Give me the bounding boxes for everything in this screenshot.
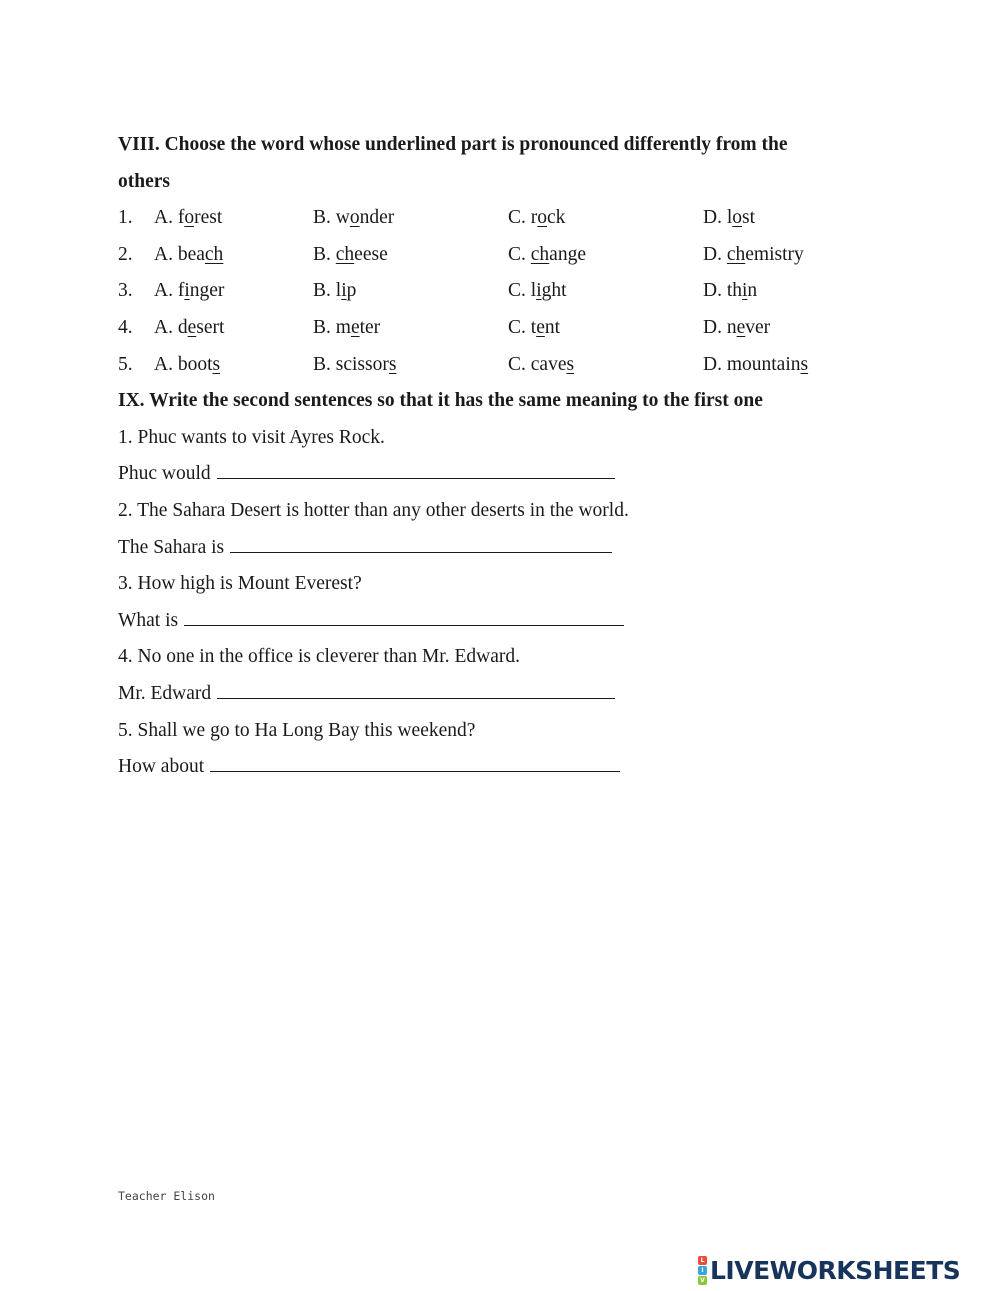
underlined-part: s bbox=[388, 353, 397, 375]
option-c[interactable]: C. tent bbox=[508, 316, 561, 338]
answer-start: Mr. Edward bbox=[118, 682, 212, 704]
option-d[interactable]: D. thin bbox=[703, 280, 758, 302]
underlined-part: ch bbox=[726, 243, 746, 265]
question-row bbox=[118, 237, 878, 274]
section8-title: VIII. Choose the word whose underlined part is pronounced differently from the bbox=[118, 134, 788, 155]
underlined-part: o bbox=[349, 207, 360, 229]
underlined-part: s bbox=[566, 353, 575, 375]
rewrite-answer-line bbox=[118, 530, 878, 567]
rewrite-prompt: 1. Phuc wants to visit Ayres Rock. bbox=[118, 426, 385, 448]
option-c[interactable]: C. change bbox=[508, 243, 586, 265]
underlined-part: s bbox=[212, 353, 221, 375]
rewrite-prompt: 3. How high is Mount Everest? bbox=[118, 573, 362, 595]
liveworksheets-logo-icon bbox=[698, 1256, 707, 1285]
option-c[interactable]: C. caves bbox=[508, 353, 575, 375]
underlined-part: ch bbox=[335, 243, 355, 265]
underlined-part: i bbox=[341, 280, 347, 302]
question-row bbox=[118, 347, 878, 384]
option-a[interactable]: A. beach bbox=[154, 243, 224, 265]
option-b[interactable]: B. cheese bbox=[313, 243, 388, 265]
underlined-part: e bbox=[736, 316, 746, 338]
brand-logo[interactable] bbox=[698, 1254, 960, 1286]
worksheet bbox=[118, 127, 878, 786]
option-b[interactable]: B. lip bbox=[313, 280, 357, 302]
option-a[interactable]: A. finger bbox=[154, 280, 225, 302]
option-b[interactable]: B. scissors bbox=[313, 353, 397, 375]
underlined-part: s bbox=[800, 353, 809, 375]
underlined-part: o bbox=[732, 207, 742, 229]
option-c[interactable]: C. rock bbox=[508, 207, 566, 229]
underlined-part: o bbox=[537, 207, 547, 229]
underlined-part: e bbox=[536, 316, 545, 338]
answer-blank[interactable] bbox=[217, 464, 615, 479]
question-number: 5. bbox=[118, 353, 133, 375]
question-row bbox=[118, 200, 878, 237]
option-d[interactable]: D. mountains bbox=[703, 353, 809, 375]
answer-start: Phuc would bbox=[118, 463, 211, 485]
rewrite-answer-line bbox=[118, 676, 878, 713]
rewrite-prompt: 4. No one in the office is cleverer than Mr. Edward. bbox=[118, 646, 520, 668]
option-c[interactable]: C. light bbox=[508, 280, 567, 302]
question-row bbox=[118, 273, 878, 310]
brand-name: LIVEWORKSHEETS bbox=[710, 1255, 961, 1285]
question-number: 1. bbox=[118, 207, 133, 229]
rewrite-answer-line bbox=[118, 456, 878, 493]
logo-block-l: L bbox=[698, 1256, 707, 1265]
answer-start: How about bbox=[118, 756, 205, 778]
section8-title-cont: others bbox=[118, 170, 170, 192]
logo-block-i: I bbox=[698, 1266, 707, 1275]
option-a[interactable]: A. boots bbox=[154, 353, 221, 375]
answer-start: The Sahara is bbox=[118, 536, 225, 558]
rewrite-prompt: 5. Shall we go to Ha Long Bay this weekend? bbox=[118, 719, 476, 741]
logo-block-v: V bbox=[698, 1276, 707, 1285]
rewrite-answer-line bbox=[118, 749, 878, 786]
section9-title: IX. Write the second sentences so that it has the same meaning to the first one bbox=[118, 390, 763, 412]
question-number: 2. bbox=[118, 243, 133, 265]
underlined-part: ch bbox=[204, 243, 224, 265]
underlined-part: o bbox=[184, 207, 195, 229]
rewrite-prompt: 2. The Sahara Desert is hotter than any other deserts in the world. bbox=[118, 499, 629, 521]
underlined-part: i bbox=[184, 280, 190, 302]
question-number: 3. bbox=[118, 280, 133, 302]
underlined-part: ch bbox=[530, 243, 550, 265]
underlined-part: e bbox=[350, 316, 360, 338]
rewrite-answer-line bbox=[118, 603, 878, 640]
option-b[interactable]: B. wonder bbox=[313, 207, 395, 229]
underlined-part: i bbox=[742, 280, 748, 302]
question-number: 4. bbox=[118, 316, 133, 338]
answer-start: What is bbox=[118, 609, 179, 631]
footer-author: Teacher Elison bbox=[118, 1189, 215, 1203]
option-a[interactable]: A. forest bbox=[154, 207, 223, 229]
answer-blank[interactable] bbox=[210, 757, 620, 772]
question-row bbox=[118, 310, 878, 347]
option-b[interactable]: B. meter bbox=[313, 316, 381, 338]
option-d[interactable]: D. lost bbox=[703, 207, 756, 229]
option-d[interactable]: D. chemistry bbox=[703, 243, 804, 265]
answer-blank[interactable] bbox=[184, 611, 624, 626]
answer-blank[interactable] bbox=[230, 538, 612, 553]
underlined-part: e bbox=[187, 316, 197, 338]
option-a[interactable]: A. desert bbox=[154, 316, 225, 338]
option-d[interactable]: D. never bbox=[703, 316, 771, 338]
answer-blank[interactable] bbox=[217, 684, 615, 699]
underlined-part: i bbox=[536, 280, 542, 302]
